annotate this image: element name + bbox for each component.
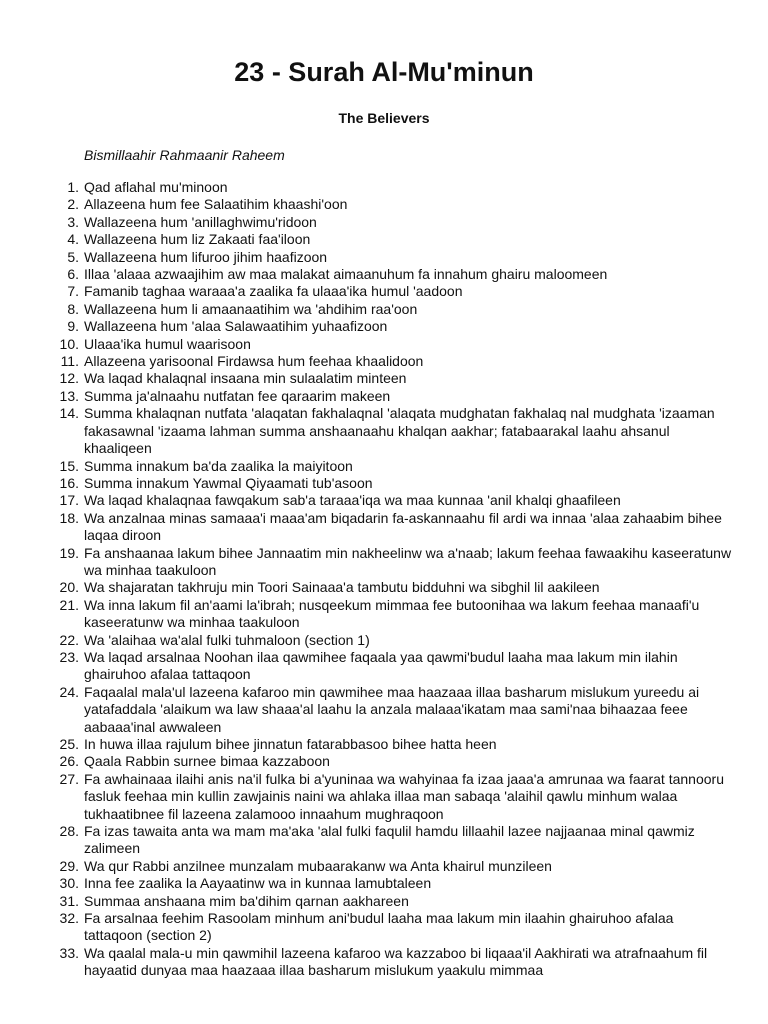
verse-number: 21. xyxy=(59,596,79,613)
verse-number: 13. xyxy=(59,387,79,404)
verse-text: Wa laqad khalaqnal insaana min sulaalatim minteen xyxy=(84,370,407,387)
verse-text: Allazeena hum fee Salaatihim khaashi'oon xyxy=(84,196,348,213)
verse-text: In huwa illaa rajulum bihee jinnatun fatarabbasoo bihee hatta heen xyxy=(84,736,497,752)
verse-item xyxy=(59,405,734,457)
verse-text: Wa laqad khalaqnaa fawqakum sab'a taraaa'iqa wa maa kunnaa 'anil khalqi ghaafileen xyxy=(84,492,621,509)
verse-text: Summa khalaqnan nutfata 'alaqatan fakhalaqnal 'alaqata mudghatan fakhalaq nal mudghata 'izaaman fakasawnal 'izaama lahman summa anshaanaahu khalqan aakhar; fatabaarakal laahu ahsanul khaaliqeen xyxy=(84,405,715,457)
verse-item xyxy=(67,300,734,318)
verse-item xyxy=(67,213,734,231)
verse-item xyxy=(59,753,734,770)
verse-item xyxy=(67,283,734,300)
bismillah-line: Bismillaahir Rahmaanir Raheem xyxy=(84,147,285,163)
verse-item xyxy=(59,387,734,405)
verse-text: Wa qur Rabbi anzilnee munzalam mubaarakanw wa Anta khairul munzileen xyxy=(84,857,552,874)
verse-number: 2. xyxy=(67,196,79,213)
verse-number: 28. xyxy=(59,823,79,840)
verse-item xyxy=(59,648,734,684)
verse-number: 12. xyxy=(59,370,79,387)
verse-item xyxy=(67,248,734,266)
verse-item xyxy=(59,736,734,753)
verse-item xyxy=(59,875,734,892)
verse-item xyxy=(59,492,734,509)
verse-item xyxy=(67,231,734,248)
verse-item xyxy=(59,770,734,823)
verse-number: 14. xyxy=(59,405,79,422)
verse-item xyxy=(59,683,734,736)
verse-list xyxy=(59,179,734,980)
verse-number: 24. xyxy=(59,683,79,700)
verse-number: 1. xyxy=(67,179,79,195)
verse-number: 29. xyxy=(59,857,79,874)
verse-text: Wa laqad arsalnaa Noohan ilaa qawmihee faqaala yaa qawmi'budul laaha maa lakum min ilahin ghairuhoo afalaa tattaqoon xyxy=(84,648,678,683)
verse-text: Qad aflahal mu'minoon xyxy=(84,179,228,195)
verse-text: Wallazeena hum lifuroo jihim haafizoon xyxy=(84,248,328,265)
verse-number: 7. xyxy=(67,283,79,300)
verse-number: 18. xyxy=(59,509,79,526)
verse-number: 20. xyxy=(59,579,79,596)
verse-number: 16. xyxy=(59,474,79,491)
verse-number: 3. xyxy=(67,213,79,230)
verse-number: 5. xyxy=(67,248,79,265)
verse-text: Qaala Rabbin surnee bimaa kazzaboon xyxy=(84,753,330,770)
verse-number: 32. xyxy=(59,910,79,927)
verse-text: Wallazeena hum 'alaa Salawaatihim yuhaafizoon xyxy=(84,318,388,335)
verse-number: 30. xyxy=(59,875,79,892)
verse-text: Summaa anshaana mim ba'dihim qarnan aakhareen xyxy=(84,892,409,909)
verse-number: 4. xyxy=(67,231,79,248)
verse-item xyxy=(59,823,734,858)
verse-number: 26. xyxy=(59,753,79,770)
verse-text: Summa innakum Yawmal Qiyaamati tub'asoon xyxy=(84,474,373,491)
verse-text: Ulaaa'ika humul waarisoon xyxy=(84,335,251,352)
verse-text: Wa 'alaihaa wa'alal fulki tuhmaloon (section 1) xyxy=(84,631,370,648)
verse-item xyxy=(59,335,734,353)
verse-text: Faqaalal mala'ul lazeena kafaroo min qawmihee maa haazaaa illaa basharum mislukum yureedu ai yatafaddala 'alaikum wa law shaaa'al laahu la anzala malaaa'ikatam maa sami'naa bihaazaa feee aabaaa'inal awwaleen xyxy=(84,683,700,735)
verse-number: 15. xyxy=(59,457,79,474)
verse-number: 23. xyxy=(59,648,79,665)
page-subtitle: The Believers xyxy=(338,110,430,126)
verse-text: Fa awhainaaa ilaihi anis na'il fulka bi a'yuninaa wa wahyinaa fa izaa jaaa'a amrunaa wa faarat tannooru fasluk feehaa min kullin zawjainis naini wa ahlaka illaa man sabaqa 'alaihil qawlu minhum walaa tukhaatibnee fil lazeena zalamooo innaahum mughraqoon xyxy=(84,770,724,822)
verse-text: Wa qaalal mala-u min qawmihil lazeena kafaroo wa kazzaboo bi liqaaa'il Aakhirati wa atrafnaahum fil hayaatid dunyaa maa haazaaa illaa basharum mislukum yaakulu mimmaa xyxy=(84,944,708,979)
verse-item xyxy=(67,196,734,213)
verse-text: Summa ja'alnaahu nutfatan fee qaraarim makeen xyxy=(84,387,391,404)
verse-text: Fa arsalnaa feehim Rasoolam minhum ani'budul laaha maa lakum min ilaahin ghairuhoo afalaa tattaqoon (section 2) xyxy=(84,910,674,944)
verse-item xyxy=(67,266,734,283)
verse-item xyxy=(59,596,734,632)
verse-item xyxy=(67,318,734,335)
verse-text: Wallazeena hum liz Zakaati faa'iloon xyxy=(84,231,311,248)
verse-item xyxy=(59,631,734,649)
verse-item xyxy=(67,179,734,196)
verse-text: Wa inna lakum fil an'aami la'ibrah; nusqeekum mimmaa fee butoonihaa wa lakum feehaa manaafi'u kaseeratunw wa minhaa taakuloon xyxy=(84,596,700,631)
verse-number: 9. xyxy=(67,318,79,335)
verse-text: Wa shajaratan takhruju min Toori Sainaaa'a tambutu bidduhni wa sibghil lil aakileen xyxy=(84,579,600,596)
verse-number: 25. xyxy=(59,736,79,752)
verse-text: Fa anshaanaa lakum bihee Jannaatim min nakheelinw wa a'naab; lakum feehaa fawaakihu kaseeratunw wa minhaa taakuloon xyxy=(84,544,732,578)
verse-number: 6. xyxy=(67,266,79,283)
verse-item xyxy=(60,353,734,370)
verse-text: Inna fee zaalika la Aayaatinw wa in kunnaa lamubtaleen xyxy=(84,875,432,892)
verse-text: Wallazeena hum li amaanaatihim wa 'ahdihim raa'oon xyxy=(84,300,418,317)
verse-text: Fa izas tawaita anta wa mam ma'aka 'alal fulki faqulil hamdu lillaahil lazee najjaanaa minal qawmiz zalimeen xyxy=(84,823,695,857)
verse-number: 8. xyxy=(67,300,79,317)
page-title: 23 - Surah Al-Mu'minun xyxy=(234,57,534,87)
verse-item xyxy=(59,370,734,387)
verse-number: 11. xyxy=(60,353,79,370)
verse-text: Wa anzalnaa minas samaaa'i maaa'am biqadarin fa-askannaahu fil ardi wa innaa 'alaa zahaabim bihee laqaa diroon xyxy=(84,509,722,544)
verse-item xyxy=(59,579,734,596)
verse-item xyxy=(59,509,734,545)
verse-item xyxy=(59,892,734,910)
verse-text: Wallazeena hum 'anillaghwimu'ridoon xyxy=(84,213,317,230)
verse-item xyxy=(59,910,734,945)
verse-number: 33. xyxy=(59,944,79,961)
verse-item xyxy=(59,457,734,475)
verse-item xyxy=(59,857,734,875)
verse-text: Famanib taghaa waraaa'a zaalika fa ulaaa'ika humul 'aadoon xyxy=(84,283,463,300)
verse-number: 19. xyxy=(59,544,79,561)
verse-item xyxy=(59,944,734,980)
verse-text: Summa innakum ba'da zaalika la maiyitoon xyxy=(84,457,353,474)
verse-text: Allazeena yarisoonal Firdawsa hum feehaa khaalidoon xyxy=(84,353,424,370)
verse-text: Illaa 'alaaa azwaajihim aw maa malakat aimaanuhum fa innahum ghairu maloomeen xyxy=(84,266,608,283)
verse-number: 27. xyxy=(59,770,79,787)
verse-item xyxy=(59,544,734,580)
verse-number: 31. xyxy=(59,892,79,909)
verse-number: 10. xyxy=(59,335,79,352)
verse-number: 17. xyxy=(59,492,79,509)
verse-item xyxy=(59,474,734,492)
verse-number: 22. xyxy=(59,631,79,648)
